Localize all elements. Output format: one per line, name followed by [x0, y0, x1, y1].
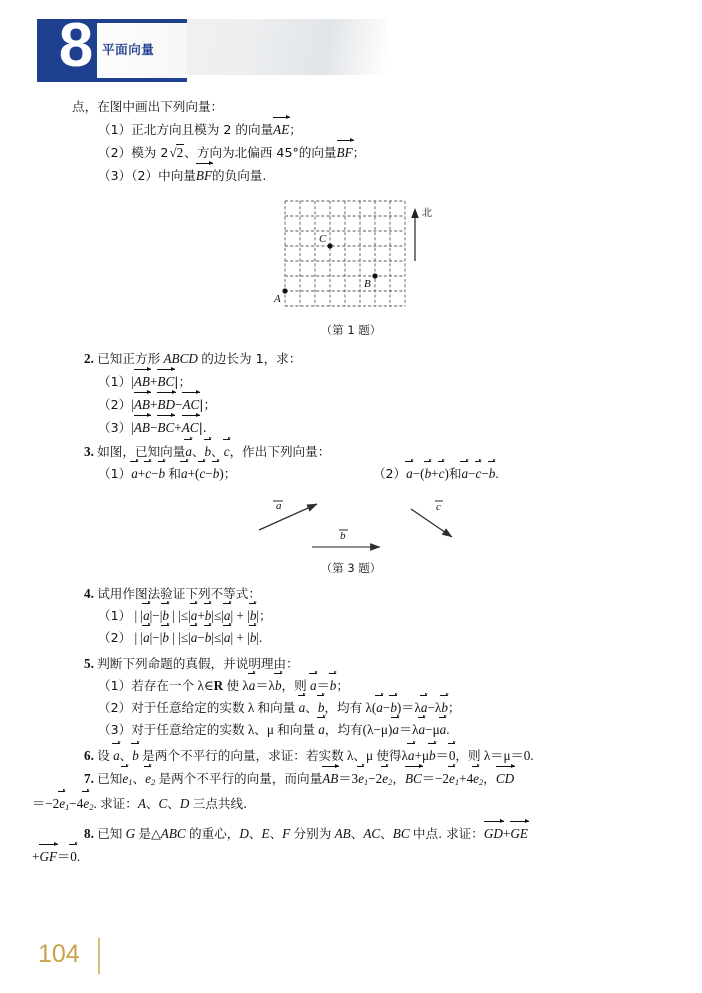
q2-stem-a: 已知正方形 — [97, 351, 161, 366]
north-arrow-icon — [411, 208, 419, 261]
q4-item-1-label: （1） — [98, 608, 132, 623]
q5-number: 5. — [84, 656, 94, 671]
vector-c-arrow — [411, 509, 452, 537]
figure-3-caption: （第 3 题） — [320, 561, 382, 575]
grid-point-label-c: C — [319, 233, 327, 245]
intro-lead: 点，在图中画出下列向量： — [72, 99, 224, 114]
q3-var-c: c — [224, 441, 230, 463]
q2-item-2-op2: − — [175, 397, 183, 412]
question-3 — [0, 441, 702, 485]
q2-item-1-v2: BC — [157, 370, 174, 393]
q2-item-3-v3: AC — [182, 416, 199, 439]
figure-1-caption: （第 1 题） — [320, 323, 382, 337]
q3-stem-b: ，作出下列向量： — [229, 444, 331, 459]
intro-item-3-text: （2）中向量 — [131, 168, 196, 183]
grid-point-a — [282, 288, 287, 293]
sqrt-radicand: 2 — [176, 145, 184, 160]
q3-stem-a: 如图，已知向量 — [97, 444, 186, 459]
q3-items-row: （1）a+c−b 和a+(c−b)； （2）a−(b+c)和a−c−b. — [98, 463, 702, 485]
q6-number: 6. — [84, 748, 94, 763]
vector-b-label: b — [340, 530, 346, 542]
sqrt-symbol: √2 — [169, 145, 184, 160]
q2-item-2-op1: + — [149, 397, 158, 412]
q8-number: 8. — [84, 826, 94, 841]
q2-item-1-op1: + — [149, 374, 158, 389]
grid-diagram — [274, 195, 461, 325]
q2-stem-b: 的边长为 1，求： — [201, 351, 302, 366]
intro-item-1-tail: ； — [289, 122, 302, 137]
q2-stem — [84, 348, 702, 370]
question-5 — [0, 653, 702, 741]
q5-item-2: （2）对于任意给定的实数 λ 和向量 a、b，均有 λ(a−b)＝λa−λb； — [98, 697, 702, 719]
q2-item-1-tail: |； — [174, 374, 192, 389]
intro-item-1-vector: AE — [273, 118, 289, 141]
q2-item-3-op1: − — [149, 420, 158, 435]
grid-point-label-b: B — [364, 278, 371, 290]
q3-var-a: a — [185, 441, 192, 463]
page-footer — [38, 940, 80, 969]
question-8 — [0, 822, 702, 868]
q2-item-3-v2: BC — [157, 416, 174, 439]
q7-line-1: 7. 已知$e_1$、$e_2$ 是两个不平行的向量，而向量$AB=3e_1-2e_2$，$BC=-2e_1+4e_2$，CD — [84, 767, 702, 793]
grid-point-b — [372, 273, 377, 278]
vector-c-label: c — [436, 501, 441, 513]
q4-stem-text: 试用作图法验证下列不等式： — [97, 586, 261, 601]
q5-item-3: （3）对于任意给定的实数 λ、μ 和向量 a，均有(λ−μ)a＝λa−μa. — [98, 719, 702, 741]
q3-number: 3. — [84, 444, 94, 459]
q2-item-1-label: （1） — [98, 374, 132, 389]
q4-number: 4. — [84, 586, 94, 601]
question-4 — [0, 583, 702, 649]
q2-item-3-v1: AB — [134, 416, 150, 439]
q7-line-2: $=-2e_1-4e_2$. 求证：A、C、D 三点共线. — [32, 793, 702, 818]
q2-item-3: （3）|AB−BC+AC|. — [98, 416, 702, 439]
intro-item-1-label: （1） — [98, 122, 132, 137]
q2-item-3-label: （3） — [98, 420, 132, 435]
q3-var-b: b — [205, 441, 212, 463]
q3-stem: 3. 如图，已知向量a、b、c，作出下列向量： — [84, 441, 702, 463]
q2-item-2-v3: AC — [182, 393, 199, 416]
q2-item-2-tail: |； — [199, 397, 217, 412]
q2-item-2-label: （2） — [98, 397, 132, 412]
figure-3-vectors — [240, 495, 480, 560]
q8-line-1: 8. 已知 G 是△ABC 的重心，D、E、F 分别为 AB、AC、BC 中点. 求证：GD+GE — [84, 822, 702, 845]
intro-item-2-tail: ； — [352, 145, 366, 160]
question-6 — [0, 745, 702, 767]
intro-item-2-label: （2） — [98, 145, 132, 160]
intro-item-2-text: 模为 2 — [131, 145, 169, 160]
q4-item-1-sign: + — [197, 608, 205, 623]
q2-square-name: ABCD — [163, 351, 198, 366]
q5-stem — [84, 653, 702, 675]
q8-line-2: +GF＝0. — [32, 845, 702, 868]
intro-item-1-text: 正北方向且模为 2 的向量 — [131, 122, 274, 137]
q4-item-1: （1） | |a|−|b | |≤|a+b|≤|a| + |b|； — [98, 605, 702, 627]
q2-item-3-op2: + — [174, 420, 182, 435]
intro-item-2-vector: BF — [337, 141, 353, 164]
intro-item-3 — [98, 164, 702, 187]
q2-item-1: （1）|AB+BC|； — [98, 370, 702, 393]
grid-point-c — [327, 243, 332, 248]
footer-rule — [98, 938, 100, 974]
intro-item-3-tail: 的负向量. — [212, 168, 267, 183]
q6-line: 6. 设 a、b 是两个不平行的向量，求证：若实数 λ、μ 使得λa+μb＝0，则 λ＝μ＝0. — [84, 745, 702, 767]
q2-item-1-v1: AB — [134, 370, 150, 393]
q5-stem-text: 判断下列命题的真假，并说明理由： — [97, 656, 299, 671]
q2-item-2-v1: AB — [134, 393, 150, 416]
question-7 — [0, 767, 702, 818]
q5-item-1: （1）若存在一个 λ∈R 使 λa＝λb，则 a＝b； — [98, 675, 702, 697]
q4-item-2: （2） | |a|−|b | |≤|a−b|≤|a| + |b|. — [98, 627, 702, 649]
intro-item-3-vector: BF — [196, 164, 212, 187]
question-2 — [0, 348, 702, 439]
q7-number: 7. — [84, 771, 94, 786]
q2-item-2-v2: BD — [157, 393, 175, 416]
vector-a-label: a — [276, 500, 282, 512]
intro-item-3-label: （3） — [98, 168, 132, 183]
q4-item-2-sign: − — [197, 630, 205, 645]
vector-a-arrow — [259, 504, 317, 530]
page-number: 104 — [38, 940, 80, 968]
q4-item-2-label: （2） — [98, 630, 132, 645]
north-label: 北 — [422, 208, 432, 219]
intro-item-2-mid: 、方向为北偏西 45°的向量 — [184, 145, 337, 160]
q2-item-3-tail: |. — [198, 420, 207, 435]
chapter-number: 8 — [58, 11, 92, 80]
q3-item-1-label: （1） — [98, 466, 132, 481]
chapter-title: 平面向量 — [102, 42, 155, 57]
q4-stem — [84, 583, 702, 605]
grid-point-label-a: A — [274, 293, 281, 305]
q2-item-2: （2）|AB+BD−AC|； — [98, 393, 702, 416]
q3-item-2-label: （2） — [372, 466, 407, 481]
q2-number: 2. — [84, 351, 94, 366]
